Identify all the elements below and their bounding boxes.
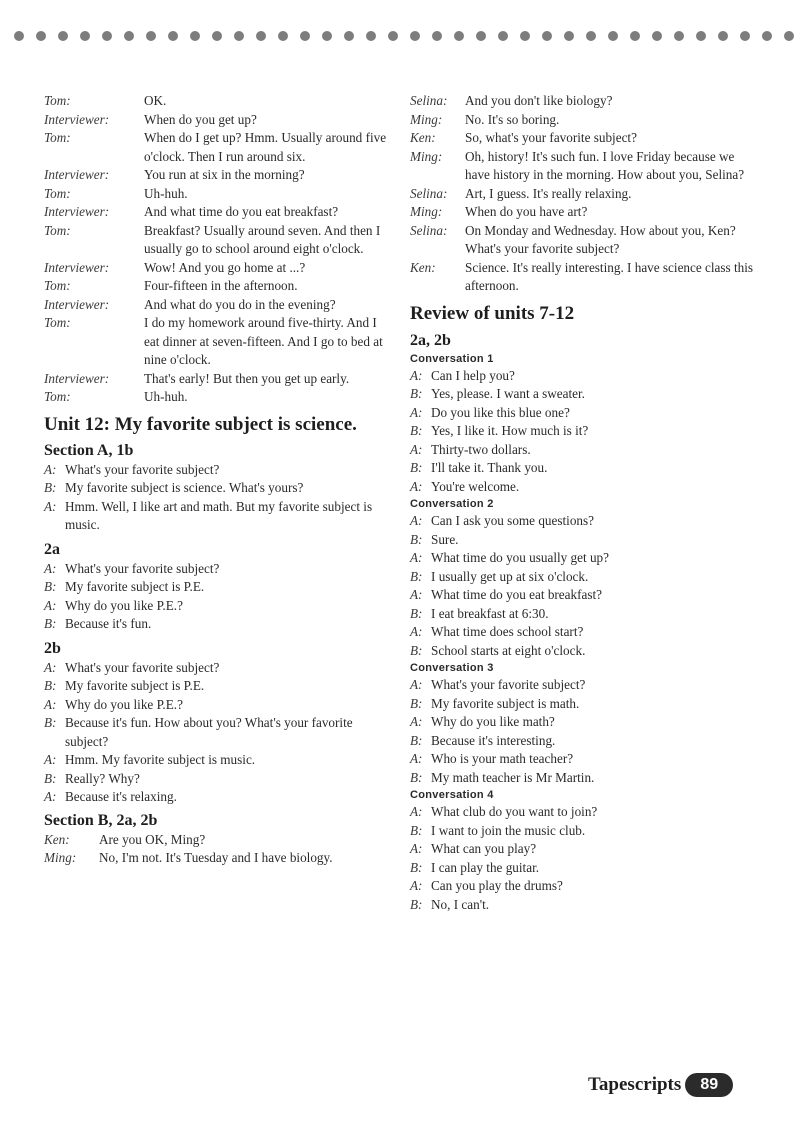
dialogue-line xyxy=(410,422,755,441)
dialogue-text: What's your favorite subject? xyxy=(431,677,586,692)
dialogue-line xyxy=(410,531,755,550)
dialogue-line xyxy=(410,404,755,423)
dialogue-line xyxy=(44,129,389,166)
speaker-label: B: xyxy=(44,770,57,786)
dialogue-line xyxy=(410,129,755,148)
speaker-label: A: xyxy=(410,677,423,692)
dialogue-text: What's your favorite subject? xyxy=(65,461,220,477)
dialogue-text: Can I help you? xyxy=(431,367,515,383)
header-dot xyxy=(762,31,772,41)
speaker-label: Ming: xyxy=(410,148,443,164)
speaker-label: A: xyxy=(44,696,57,712)
speaker-label: Interviewer: xyxy=(44,111,110,127)
part-2a-heading: 2a xyxy=(44,540,60,558)
dialogue-text: Wow! And you go home at ...? xyxy=(144,259,306,275)
speaker-label: B: xyxy=(410,732,423,748)
dialogue-line xyxy=(410,822,755,841)
header-dot xyxy=(586,31,596,41)
dialogue-text: Yes, please. I want a sweater. xyxy=(431,386,585,401)
section-b-heading: Section B, 2a, 2b xyxy=(44,811,158,829)
dialogue-line xyxy=(44,849,389,868)
dialogue-text: Yes, I like it. How much is it? xyxy=(431,423,589,438)
dialogue-text: What time do you usually get up? xyxy=(431,550,609,565)
left-column xyxy=(44,92,389,868)
dialogue-line xyxy=(410,750,755,769)
dialogue-text: What's your favorite subject? xyxy=(65,560,220,576)
dialogue-text: And what do you do in the evening? xyxy=(144,296,336,312)
dialogue-line xyxy=(410,568,755,587)
header-dot xyxy=(696,31,706,41)
dialogue-line xyxy=(410,259,755,296)
speaker-label: A: xyxy=(410,404,423,420)
dialogue-line xyxy=(410,732,755,751)
speaker-label: Interviewer: xyxy=(44,167,110,182)
header-dot xyxy=(630,31,640,41)
speaker-label: A: xyxy=(44,659,57,675)
dialogue-text: And you don't like biology? xyxy=(465,93,613,108)
unit-12-heading: Unit 12: My favorite subject is science. xyxy=(44,413,357,435)
dialogue-text: Oh, history! It's such fun. I love Friday because we have history in the morning. How about you, Selina? xyxy=(465,148,745,182)
dialogue-text: Can you play the drums? xyxy=(431,878,563,893)
dialogue-text: I can play the guitar. xyxy=(431,859,540,875)
dialogue-text: When do you have art? xyxy=(465,204,588,219)
conversation-4-heading: Conversation 4 xyxy=(410,789,494,801)
speaker-label: B: xyxy=(44,579,57,594)
header-dot xyxy=(454,31,464,41)
dialogue-text: Why do you like math? xyxy=(431,714,555,729)
review-heading: Review of units 7-12 xyxy=(410,302,575,324)
dotted-header-rule xyxy=(14,30,794,42)
dialogue-line xyxy=(410,877,755,896)
speaker-label: A: xyxy=(410,478,423,494)
dialogue-text: No. It's so boring. xyxy=(465,111,560,127)
speaker-label: A: xyxy=(410,367,423,383)
dialogue-text: Art, I guess. It's really relaxing. xyxy=(465,185,632,201)
speaker-label: A: xyxy=(410,441,423,457)
conversation-1-dialogue xyxy=(410,367,755,497)
dialogue-text: My math teacher is Mr Martin. xyxy=(431,769,595,785)
speaker-label: Ming: xyxy=(410,204,443,219)
dialogue-line xyxy=(44,259,389,278)
dialogue-text: I want to join the music club. xyxy=(431,822,586,838)
header-dot xyxy=(80,31,90,41)
dialogue-line xyxy=(410,695,755,714)
dialogue-text: On Monday and Wednesday. How about you, Ken? What's your favorite subject? xyxy=(465,222,736,256)
dialogue-text: Breakfast? Usually around seven. And then I usually go to school around eight o'clock. xyxy=(144,222,381,256)
speaker-label: Selina: xyxy=(410,93,448,108)
dialogue-text: My favorite subject is science. What's yours? xyxy=(65,480,304,495)
dialogue-line xyxy=(44,203,389,222)
speaker-label: B: xyxy=(410,423,423,438)
dialogue-line xyxy=(410,549,755,568)
speaker-label: Selina: xyxy=(410,185,448,201)
dialogue-line xyxy=(44,597,389,616)
dialogue-line xyxy=(410,148,755,185)
conversation-3-heading: Conversation 3 xyxy=(410,662,494,674)
speaker-label: A: xyxy=(44,461,57,477)
interview-dialogue xyxy=(44,92,389,407)
speaker-label: B: xyxy=(410,531,423,547)
review-subheading: 2a, 2b xyxy=(410,331,451,349)
dialogue-line xyxy=(44,479,389,498)
dialogue-line xyxy=(44,831,389,850)
speaker-label: A: xyxy=(410,550,423,565)
dialogue-text: Science. It's really interesting. I have science class this afternoon. xyxy=(465,259,754,293)
dialogue-line xyxy=(410,459,755,478)
dialogue-text: What time does school start? xyxy=(431,624,584,639)
dialogue-text: Do you like this blue one? xyxy=(431,404,570,420)
part-2b-heading: 2b xyxy=(44,639,61,657)
dialogue-line xyxy=(44,770,389,789)
dialogue-line xyxy=(410,642,755,661)
dialogue-line xyxy=(44,222,389,259)
dialogue-text: Who is your math teacher? xyxy=(431,751,574,766)
dialogue-line xyxy=(44,659,389,678)
conversation-2-dialogue xyxy=(410,512,755,660)
dialogue-line xyxy=(410,586,755,605)
dialogue-text: I usually get up at six o'clock. xyxy=(431,568,589,584)
header-dot xyxy=(124,31,134,41)
header-dot xyxy=(366,31,376,41)
speaker-label: Tom: xyxy=(44,278,71,293)
speaker-label: B: xyxy=(410,896,423,912)
speaker-label: B: xyxy=(410,769,423,785)
dialogue-line xyxy=(410,769,755,788)
header-dot xyxy=(608,31,618,41)
dialogue-text: Really? Why? xyxy=(65,770,140,786)
dialogue-line xyxy=(410,111,755,130)
dialogue-line xyxy=(410,803,755,822)
speaker-label: Ken: xyxy=(44,831,70,847)
speaker-label: B: xyxy=(410,605,423,621)
header-dot xyxy=(674,31,684,41)
dialogue-text: Because it's fun. How about you? What's your favorite subject? xyxy=(65,715,353,749)
dialogue-text: Hmm. Well, I like art and math. But my favorite subject is music. xyxy=(65,498,373,532)
header-dot xyxy=(146,31,156,41)
speaker-label: A: xyxy=(410,841,423,856)
dialogue-text: What club do you want to join? xyxy=(431,804,598,819)
header-dot xyxy=(344,31,354,41)
dialogue-text: No, I'm not. It's Tuesday and I have biology. xyxy=(99,850,333,865)
dialogue-line xyxy=(410,605,755,624)
dialogue-line xyxy=(44,185,389,204)
right-column xyxy=(410,92,755,914)
conversation-1-heading: Conversation 1 xyxy=(410,352,494,365)
dialogue-line xyxy=(410,676,755,695)
speaker-label: A: xyxy=(44,752,57,767)
speaker-label: B: xyxy=(44,480,57,495)
dialogue-text: You run at six in the morning? xyxy=(144,167,305,182)
dialogue-text: My favorite subject is P.E. xyxy=(65,678,205,693)
dialogue-line xyxy=(44,696,389,715)
header-dot xyxy=(58,31,68,41)
conversation-4-dialogue xyxy=(410,803,755,914)
page-number-badge: 89 xyxy=(685,1073,733,1097)
speaker-label: A: xyxy=(410,587,423,602)
dialogue-line xyxy=(44,461,389,480)
header-dot xyxy=(498,31,508,41)
dialogue-text: School starts at eight o'clock. xyxy=(431,642,586,658)
header-dot xyxy=(322,31,332,41)
header-dot xyxy=(212,31,222,41)
speaker-label: Tom: xyxy=(44,93,71,108)
dialogue-line xyxy=(44,615,389,634)
dialogue-text: Hmm. My favorite subject is music. xyxy=(65,752,256,767)
conversation-3-dialogue xyxy=(410,676,755,787)
header-dot xyxy=(740,31,750,41)
dialogue-line xyxy=(410,92,755,111)
dialogue-line xyxy=(44,578,389,597)
dialogue-line xyxy=(410,222,755,259)
speaker-label: Interviewer: xyxy=(44,259,110,275)
dialogue-line xyxy=(410,840,755,859)
speaker-label: B: xyxy=(410,568,423,584)
speaker-label: A: xyxy=(410,624,423,639)
speaker-label: B: xyxy=(44,616,57,631)
dialogue-text: Sure. xyxy=(431,531,459,547)
dialogue-text: Because it's fun. xyxy=(65,616,152,631)
header-dot xyxy=(234,31,244,41)
speaker-label: Interviewer: xyxy=(44,296,110,312)
dialogue-text: You're welcome. xyxy=(431,478,520,494)
header-dot xyxy=(718,31,728,41)
dialogue-text: OK. xyxy=(144,93,167,108)
speaker-label: Ken: xyxy=(410,259,436,275)
page-footer xyxy=(588,1073,733,1097)
speaker-label: B: xyxy=(410,822,423,838)
dialogue-text: That's early! But then you get up early. xyxy=(144,370,350,386)
dialogue-text: Because it's interesting. xyxy=(431,732,556,748)
speaker-label: Ken: xyxy=(410,130,436,145)
dialogue-line xyxy=(410,441,755,460)
dialogue-line xyxy=(410,512,755,531)
speaker-label: Interviewer: xyxy=(44,370,110,386)
header-dot xyxy=(476,31,486,41)
speaker-label: A: xyxy=(410,714,423,729)
speaker-label: Ming: xyxy=(44,850,77,865)
section-b-dialogue-continued xyxy=(410,92,755,296)
section-a-dialogue xyxy=(44,461,389,535)
speaker-label: Ming: xyxy=(410,111,443,127)
header-dot xyxy=(190,31,200,41)
speaker-label: B: xyxy=(44,678,57,693)
speaker-label: A: xyxy=(44,789,57,804)
dialogue-line xyxy=(44,92,389,111)
speaker-label: Tom: xyxy=(44,389,71,404)
speaker-label: A: xyxy=(44,560,57,576)
dialogue-line xyxy=(44,677,389,696)
dialogue-line xyxy=(410,713,755,732)
header-dot xyxy=(256,31,266,41)
dialogue-line xyxy=(44,166,389,185)
speaker-label: A: xyxy=(410,804,423,819)
dialogue-text: No, I can't. xyxy=(431,896,490,912)
header-dot xyxy=(652,31,662,41)
dialogue-line xyxy=(44,560,389,579)
dialogue-line xyxy=(44,314,389,370)
speaker-label: Tom: xyxy=(44,130,71,145)
dialogue-text: Can I ask you some questions? xyxy=(431,513,594,528)
dialogue-line xyxy=(44,714,389,751)
dialogue-line xyxy=(410,478,755,497)
dialogue-text: Uh-huh. xyxy=(144,185,188,201)
dialogue-text: I do my homework around five-thirty. And I eat dinner at seven-fifteen. And I go to bed at nine o'clock. xyxy=(144,315,383,367)
dialogue-text: Uh-huh. xyxy=(144,389,188,404)
dialogue-text: When do you get up? xyxy=(144,111,257,127)
conversation-2-heading: Conversation 2 xyxy=(410,498,494,510)
dialogue-line xyxy=(44,370,389,389)
header-dot xyxy=(300,31,310,41)
header-dot xyxy=(102,31,112,41)
header-dot xyxy=(432,31,442,41)
speaker-label: A: xyxy=(410,878,423,893)
header-dot xyxy=(564,31,574,41)
dialogue-text: My favorite subject is P.E. xyxy=(65,579,205,594)
dialogue-text: I'll take it. Thank you. xyxy=(431,460,548,475)
section-a-heading: Section A, 1b xyxy=(44,441,134,459)
speaker-label: Tom: xyxy=(44,315,71,330)
header-dot xyxy=(410,31,420,41)
header-dot xyxy=(388,31,398,41)
header-dot xyxy=(542,31,552,41)
dialogue-text: Why do you like P.E.? xyxy=(65,597,183,613)
speaker-label: B: xyxy=(410,642,423,658)
dialogue-line xyxy=(410,896,755,915)
speaker-label: B: xyxy=(410,695,423,711)
speaker-label: B: xyxy=(410,386,423,401)
speaker-label: Tom: xyxy=(44,222,71,238)
dialogue-line xyxy=(410,623,755,642)
dialogue-text: And what time do you eat breakfast? xyxy=(144,204,339,219)
dialogue-line xyxy=(410,367,755,386)
header-dot xyxy=(168,31,178,41)
footer-title: Tapescripts xyxy=(588,1074,682,1095)
dialogue-line xyxy=(44,751,389,770)
dialogue-line xyxy=(410,203,755,222)
dialogue-text: What time do you eat breakfast? xyxy=(431,587,602,602)
dialogue-text: Because it's relaxing. xyxy=(65,789,177,804)
dialogue-line xyxy=(410,385,755,404)
dialogue-text: Four-fifteen in the afternoon. xyxy=(144,278,298,293)
speaker-label: B: xyxy=(410,460,423,475)
dialogue-text: Thirty-two dollars. xyxy=(431,441,531,457)
dialogue-text: Why do you like P.E.? xyxy=(65,696,183,712)
dialogue-text: I eat breakfast at 6:30. xyxy=(431,605,549,621)
speaker-label: Tom: xyxy=(44,185,71,201)
dialogue-line xyxy=(44,498,389,535)
dialogue-text: When do I get up? Hmm. Usually around five o'clock. Then I run around six. xyxy=(144,130,387,164)
part-2b-dialogue xyxy=(44,659,389,807)
speaker-label: B: xyxy=(410,859,423,875)
dialogue-line xyxy=(44,111,389,130)
speaker-label: A: xyxy=(44,498,57,514)
dialogue-text: What can you play? xyxy=(431,841,537,856)
speaker-label: A: xyxy=(410,751,423,766)
dialogue-text: My favorite subject is math. xyxy=(431,695,580,711)
speaker-label: A: xyxy=(410,513,423,528)
speaker-label: B: xyxy=(44,715,57,730)
header-dot xyxy=(784,31,794,41)
section-b-dialogue xyxy=(44,831,389,868)
speaker-label: A: xyxy=(44,597,57,613)
dialogue-text: Are you OK, Ming? xyxy=(99,831,206,847)
dialogue-line xyxy=(410,185,755,204)
dialogue-line xyxy=(44,388,389,407)
dialogue-text: What's your favorite subject? xyxy=(65,659,220,675)
dialogue-line xyxy=(44,277,389,296)
dialogue-line xyxy=(44,788,389,807)
speaker-label: Selina: xyxy=(410,222,448,238)
speaker-label: Interviewer: xyxy=(44,204,110,219)
header-dot xyxy=(278,31,288,41)
header-dot xyxy=(36,31,46,41)
dialogue-line xyxy=(410,859,755,878)
header-dot xyxy=(14,31,24,41)
dialogue-line xyxy=(44,296,389,315)
header-dot xyxy=(520,31,530,41)
part-2a-dialogue xyxy=(44,560,389,634)
dialogue-text: So, what's your favorite subject? xyxy=(465,130,637,145)
